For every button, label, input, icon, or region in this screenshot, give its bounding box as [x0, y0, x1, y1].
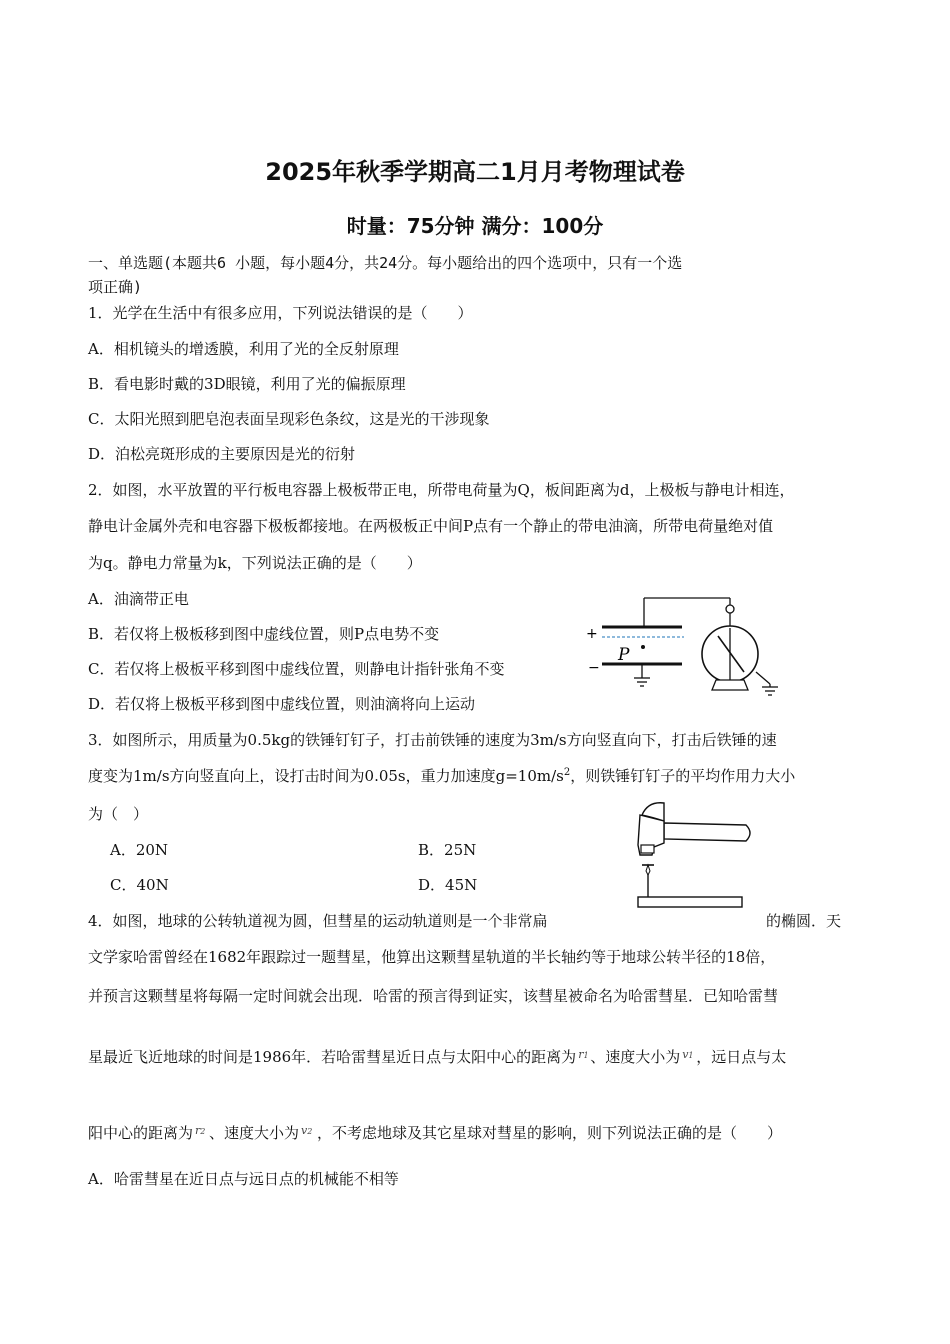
q3-stem-line3: 为（ ） [88, 805, 149, 823]
q2-option-c: C．若仅将上极板平移到图中虚线位置，则静电计指针张角不变 [88, 660, 505, 678]
q3-option-c: C．40N [110, 876, 169, 894]
q4-option-a: A．哈雷彗星在近日点与远日点的机械能不相等 [88, 1170, 399, 1188]
electrometer-knob [726, 605, 734, 613]
q2-option-d: D．若仅将上极板平移到图中虚线位置，则油滴将向上运动 [88, 695, 476, 713]
wood-board [638, 897, 742, 907]
q2-stem-line3: 为q。静电力常量为k，下列说法正确的是（ ） [88, 554, 422, 572]
page-title: 2025年秋季学期高二1月月考物理试卷 [265, 158, 685, 186]
q4-stem-line1-end: 的椭圆．天 [766, 912, 842, 930]
q1-option-a: A．相机镜头的增透膜，利用了光的全反射原理 [88, 340, 399, 358]
q3-stem-line2: 度变为1m/s方向竖直向上，设打击时间为0.05s，重力加速度$g=10m/s^2$，则铁锤钉钉子的平均作用力大小 [88, 767, 796, 785]
q1-stem: 1．光学在生活中有很多应用，下列说法错误的是（ ） [88, 304, 473, 322]
hammer-nail-figure [630, 795, 760, 915]
oil-drop [641, 645, 645, 649]
q1-option-b: B．看电影时戴的3D眼镜，利用了光的偏振原理 [88, 375, 406, 393]
q4-stem-line2: 文学家哈雷曾经在1682年跟踪过一题彗星，他算出这颗彗星轨道的半长轴约等于地球公转半径的18倍， [88, 948, 776, 966]
section-heading-cont: 项正确) [88, 278, 143, 296]
q3-option-a: A．20N [110, 841, 169, 859]
hammer-handle [664, 823, 750, 841]
plus-sign: + [586, 626, 598, 642]
q3-option-d: D．45N [418, 876, 478, 894]
q2-stem-line1: 2．如图，水平放置的平行板电容器上极板带正电，所带电荷量为Q，板间距离为d，上极板与静电计相连， [88, 481, 795, 499]
q4-stem-line1-start: 4．如图，地球的公转轨道视为圆，但彗星的运动轨道则是一个非常扁 [88, 912, 548, 930]
minus-sign: − [588, 660, 600, 676]
q3-option-b: B．25N [418, 841, 477, 859]
exam-info: 时量：75分钟 满分：100分 [346, 214, 604, 238]
q2-stem-line2: 静电计金属外壳和电容器下极板都接地。在两极板正中间P点有一个静止的带电油滴，所带电荷量绝对值 [88, 517, 774, 535]
q4-stem-line5: 阳中心的距离为 r2 、速度大小为 v2 ，不考虑地球及其它星球对彗星的影响，则下列说法正确的是（ ） [88, 1124, 783, 1142]
section-heading: 一、单选题(本题共6 小题，每小题4分，共24分。每小题给出的四个选项中，只有一个选 [88, 254, 683, 272]
q4-stem-line3: 并预言这颗彗星将每隔一定时间就会出现．哈雷的预言得到证实，该彗星被命名为哈雷彗星．已知哈雷彗 [88, 987, 779, 1005]
q1-option-d: D．泊松亮斑形成的主要原因是光的衍射 [88, 445, 356, 463]
q2-option-b: B．若仅将上极板移到图中虚线位置，则P点电势不变 [88, 625, 440, 643]
q3-stem-line1: 3．如图所示，用质量为0.5kg的铁锤钉钉子，打击前铁锤的速度为3m/s方向竖直向下，打击后铁锤的速 [88, 731, 777, 749]
capacitor-electrometer-figure [580, 592, 790, 702]
q4-stem-line4: 星最近飞近地球的时间是1986年．若哈雷彗星近日点与太阳中心的距离为 r1 、速度大小为 v1 ，远日点与太 [88, 1048, 787, 1066]
q1-option-c: C．太阳光照到肥皂泡表面呈现彩色条纹，这是光的干涉现象 [88, 410, 490, 428]
point-p-label: P [618, 645, 630, 665]
q2-option-a: A．油滴带正电 [88, 590, 189, 608]
